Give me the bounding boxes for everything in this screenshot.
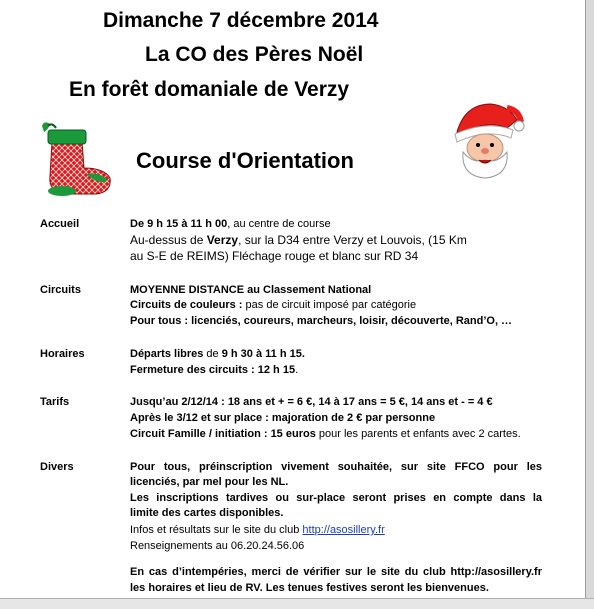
- horaires-dot: .: [295, 364, 299, 376]
- christmas-stocking-icon: [38, 118, 120, 200]
- event-title: La CO des Pères Noël: [145, 43, 364, 66]
- horaires-fermeture: Fermeture des circuits : 12 h 15: [130, 364, 296, 376]
- tarifs-famille-text: pour les parents et enfants avec 2 cartes.: [318, 428, 521, 440]
- horaires-departs: Départs libres: [130, 348, 207, 360]
- section-label-divers: Divers: [40, 461, 74, 473]
- accueil-time: De 9 h 15 à 11 h 00: [130, 218, 228, 230]
- accueil-line-3: au S-E de REIMS) Fléchage rouge et blanc sur RD 34: [130, 249, 419, 263]
- tarifs-line-3: [130, 428, 521, 440]
- circuits-line-1: MOYENNE DISTANCE au Classement National: [130, 284, 372, 296]
- divers-p3-line-2: les horaires et lieu de RV. Les tenues festives seront les bienvenues.: [130, 582, 489, 594]
- section-label-accueil: Accueil: [40, 218, 80, 230]
- horaires-line-2: [130, 364, 298, 376]
- divers-p1-line-2: licenciés, par mel pour les NL.: [130, 476, 289, 488]
- divers-p3-line-1: En cas d’intempéries, merci de vérifier sur le site du club http://asosillery.fr: [130, 566, 542, 578]
- accueil-place: , au centre de course: [227, 218, 331, 230]
- accueil-verzy: Verzy: [206, 233, 239, 247]
- accueil-line-1: [130, 218, 331, 230]
- horaires-time: 9 h 30 à 11 h 15.: [221, 348, 305, 360]
- event-date: Dimanche 7 décembre 2014: [103, 9, 379, 32]
- accueil-line-2: [130, 233, 467, 247]
- circuits-couleurs-text: pas de circuit imposé par catégorie: [245, 299, 417, 311]
- divers-info-text: Infos et résultats sur le site du club: [130, 524, 303, 536]
- horaires-de: de: [206, 348, 222, 360]
- circuits-line-2: [130, 299, 416, 311]
- divers-info-line: [130, 524, 385, 536]
- accueil-text-a: Au-dessus de: [130, 233, 207, 247]
- divers-p2-line-2: limite des cartes disponibles.: [130, 507, 284, 519]
- horaires-line-1: [130, 348, 305, 360]
- tarifs-famille: Circuit Famille / initiation : 15 euros: [130, 428, 319, 440]
- section-label-horaires: Horaires: [40, 348, 85, 360]
- accueil-text-c: , sur la D34 entre Verzy et Louvois, (15 Km: [238, 233, 467, 247]
- section-label-tarifs: Tarifs: [40, 396, 70, 408]
- santa-claus-icon: [447, 98, 525, 182]
- window-frame-bottom: [0, 598, 594, 609]
- section-label-circuits: Circuits: [40, 284, 81, 296]
- circuits-couleurs-label: Circuits de couleurs :: [130, 299, 246, 311]
- event-location: En forêt domaniale de Verzy: [69, 78, 350, 101]
- tarifs-line-1: Jusqu’au 2/12/14 : 18 ans et + = 6 €, 14 à 17 ans = 5 €, 14 ans et - = 4 €: [130, 396, 493, 408]
- window-frame-right: [585, 0, 594, 608]
- club-website-link[interactable]: http://asosillery.fr: [302, 524, 385, 536]
- divers-phone: Renseignements au 06.20.24.56.06: [130, 540, 305, 552]
- tarifs-line-2: Après le 3/12 et sur place : majoration de 2 € par personne: [130, 412, 436, 424]
- divers-p1-line-1: Pour tous, préinscription vivement souhaitée, sur site FFCO pour les: [130, 461, 542, 473]
- divers-p2-line-1: Les inscriptions tardives ou sur-place seront prises en compte dans la: [130, 492, 542, 504]
- circuits-line-3: Pour tous : licenciés, coureurs, marcheurs, loisir, découverte, Rand’O, …: [130, 315, 513, 327]
- event-subtitle: Course d'Orientation: [136, 148, 354, 173]
